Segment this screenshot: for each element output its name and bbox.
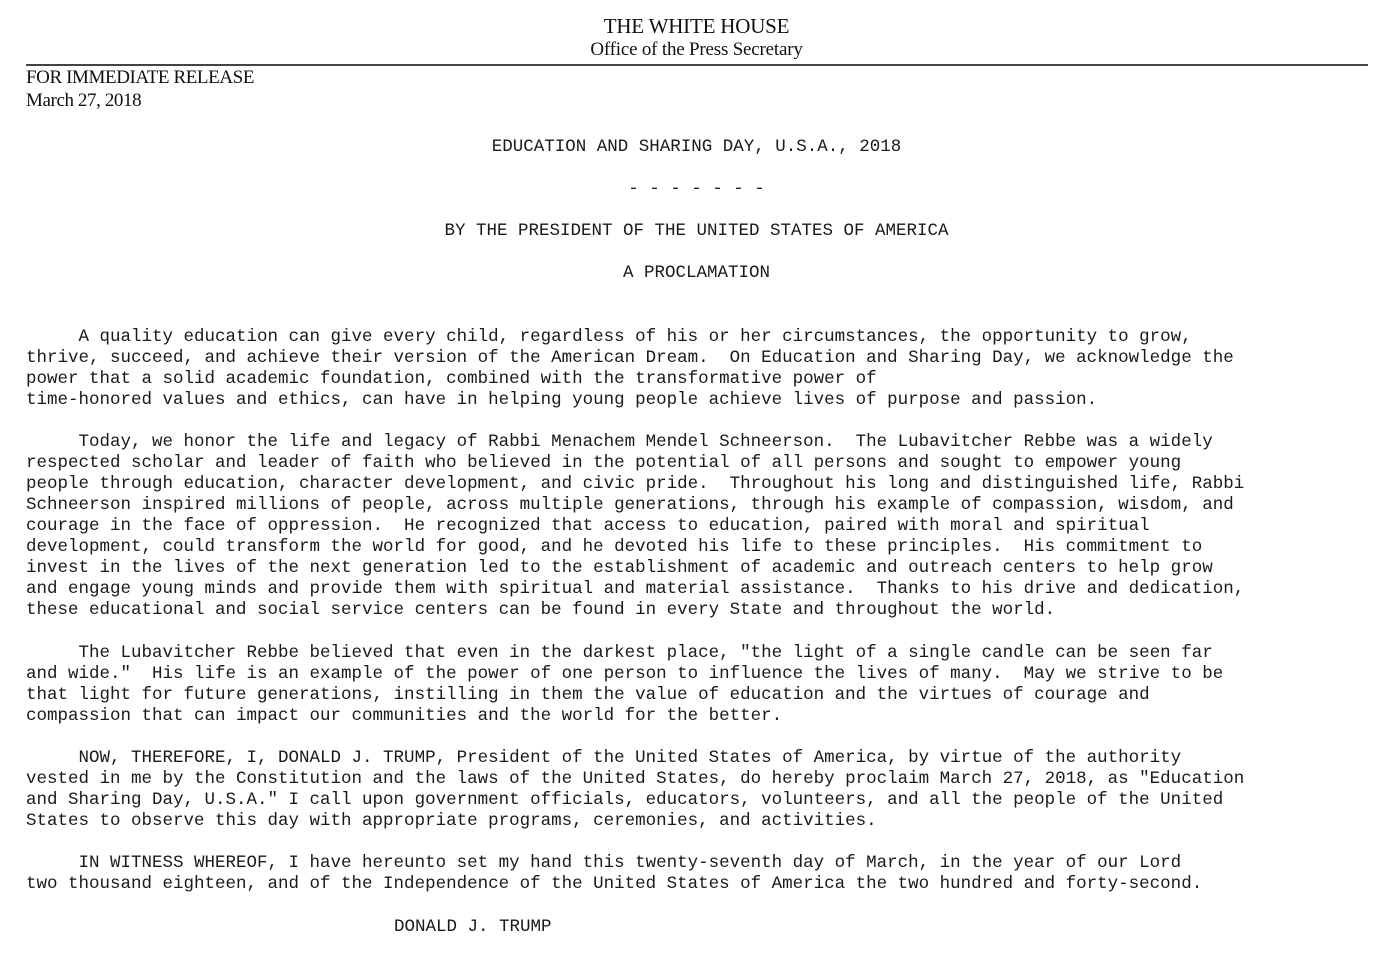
body-paragraph: Today, we honor the life and legacy of Rabbi Menachem Mendel Schneerson. The Lubavitcher Rebbe was a widely respected scholar and leader of faith who believed in the potential of all persons and sought to empower young people through education, character development, and civic pride. Throughout his long and distinguished life, Rabbi Schneerson inspired millions of people, across multiple generations, through his example of compassion, wisdom, and courage in the face of oppression. He recognized that access to education, paired with moral and spiritual development, could transform the world for good, and he devoted his life to these principles. His commitment to invest in the lives of the next generation led to the establishment of academic and outreach centers to help grow and engage young minds and provide them with spiritual and material assistance. Thanks to his drive and dedication, these educational and social service centers can be found in every State and throughout the world. [26,432,1245,620]
release-date: March 27, 2018 [26,90,142,111]
body-paragraph: NOW, THEREFORE, I, DONALD J. TRUMP, President of the United States of America, by virtue of the authority vested in me by the Constitution and the laws of the United States, do hereby proclaim March 27, 2018, as "Education and Sharing Day, U.S.A." I call upon government officials, educators, volunteers, and all the people of the United States to observe this day with appropriate programs, ceremonies, and activities. [26,748,1245,831]
proclamation-heading: A PROCLAMATION [622,263,771,283]
release-label: FOR IMMEDIATE RELEASE [26,67,255,88]
title-separator: - - - - - - - [628,179,765,199]
masthead-title: THE WHITE HOUSE [603,14,790,38]
by-line: BY THE PRESIDENT OF THE UNITED STATES OF AMERICA [444,221,949,241]
proclamation-title: EDUCATION AND SHARING DAY, U.S.A., 2018 [491,137,902,157]
body-paragraph: A quality education can give every child, regardless of his or her circumstances, the opportunity to grow, thrive, succeed, and achieve their version of the American Dream. On Education and Sharing Day, we acknowledge the power that a solid academic foundation, combined with the transformative power of time-honored values and ethics, can have in helping young people achieve lives of purpose and passion. [26,327,1234,410]
body-paragraph: IN WITNESS WHEREOF, I have hereunto set my hand this twenty-seventh day of March, in the year of our Lord two thousand eighteen, and of the Independence of the United States of America the two hundred and forty-second. [26,853,1203,894]
signature: DONALD J. TRUMP [394,917,552,937]
body-paragraph: The Lubavitcher Rebbe believed that even in the darkest place, "the light of a single candle can be seen far and wide." His life is an example of the power of one person to influence the lives of many. May we strive to be that light for future generations, instilling in them the value of education and the virtues of courage and compassion that can impact our communities and the world for the better. [26,643,1224,726]
masthead-subtitle: Office of the Press Secretary [590,39,803,60]
